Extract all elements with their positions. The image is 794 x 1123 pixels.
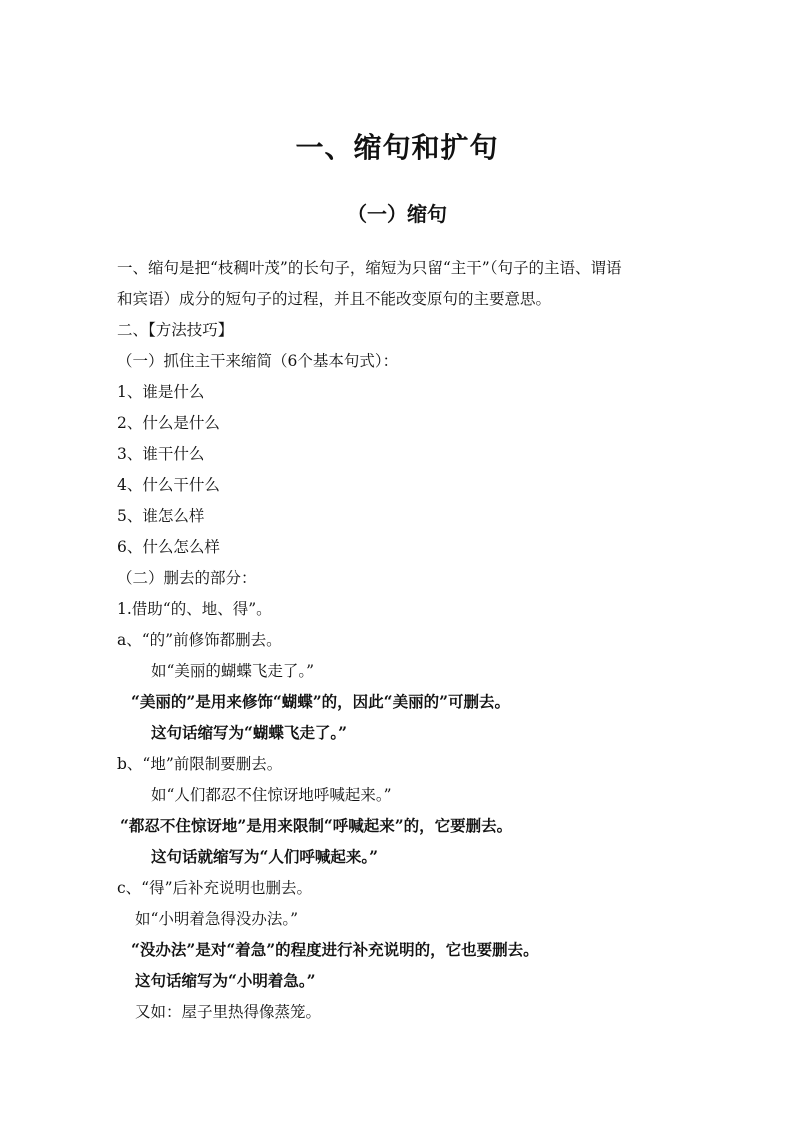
result-line: 这句话缩写为“蝴蝶飞走了。”: [151, 723, 348, 742]
section-heading: 二、【方法技巧】: [117, 321, 234, 339]
paragraph-line: 和宾语）成分的短句子的过程，并且不能改变原句的主要意思。: [117, 290, 552, 308]
list-item: 3、谁干什么: [117, 445, 205, 463]
rule-item: c、“得”后补充说明也删去。: [117, 879, 313, 897]
result-line: 这句话就缩写为“人们呼喊起来。”: [151, 847, 379, 866]
page-title: 一、缩句和扩句: [295, 131, 499, 164]
explanation-line: “都忍不住惊讶地”是用来限制“呼喊起来”的，它要删去。: [120, 816, 513, 835]
example-line: 如“人们都忍不住惊讶地呼喊起来。”: [151, 786, 392, 804]
explanation-line: “美丽的”是用来修饰“蝴蝶”的，因此“美丽的”可删去。: [131, 692, 510, 711]
result-line: 这句话缩写为“小明着急。”: [135, 971, 316, 990]
list-item: 1、谁是什么: [117, 383, 205, 401]
section-title: （一）缩句: [347, 202, 447, 226]
paragraph-line: 一、缩句是把“枝稠叶茂”的长句子，缩短为只留“主干”（句子的主语、谓语: [117, 259, 622, 277]
rule-item: b、“地”前限制要删去。: [117, 755, 283, 773]
list-item: 5、谁怎么样: [117, 507, 205, 525]
subsection-heading: （二）删去的部分：: [117, 569, 257, 587]
example-line: 如“小明着急得没办法。”: [135, 910, 299, 928]
rule-heading: 1.借助“的、地、得”。: [117, 600, 272, 618]
rule-item: a、“的”前修饰都删去。: [117, 631, 282, 649]
list-item: 6、什么怎么样: [117, 538, 220, 556]
subsection-heading: （一）抓住主干来缩简（6个基本句式）：: [117, 352, 399, 370]
example-line: 如“美丽的蝴蝶飞走了。”: [151, 662, 315, 680]
explanation-line: “没办法”是对“着急”的程度进行补充说明的，它也要删去。: [131, 940, 539, 959]
list-item: 2、什么是什么: [117, 414, 220, 432]
example-line: 又如：屋子里热得像蒸笼。: [135, 1003, 322, 1021]
list-item: 4、什么干什么: [117, 476, 220, 494]
